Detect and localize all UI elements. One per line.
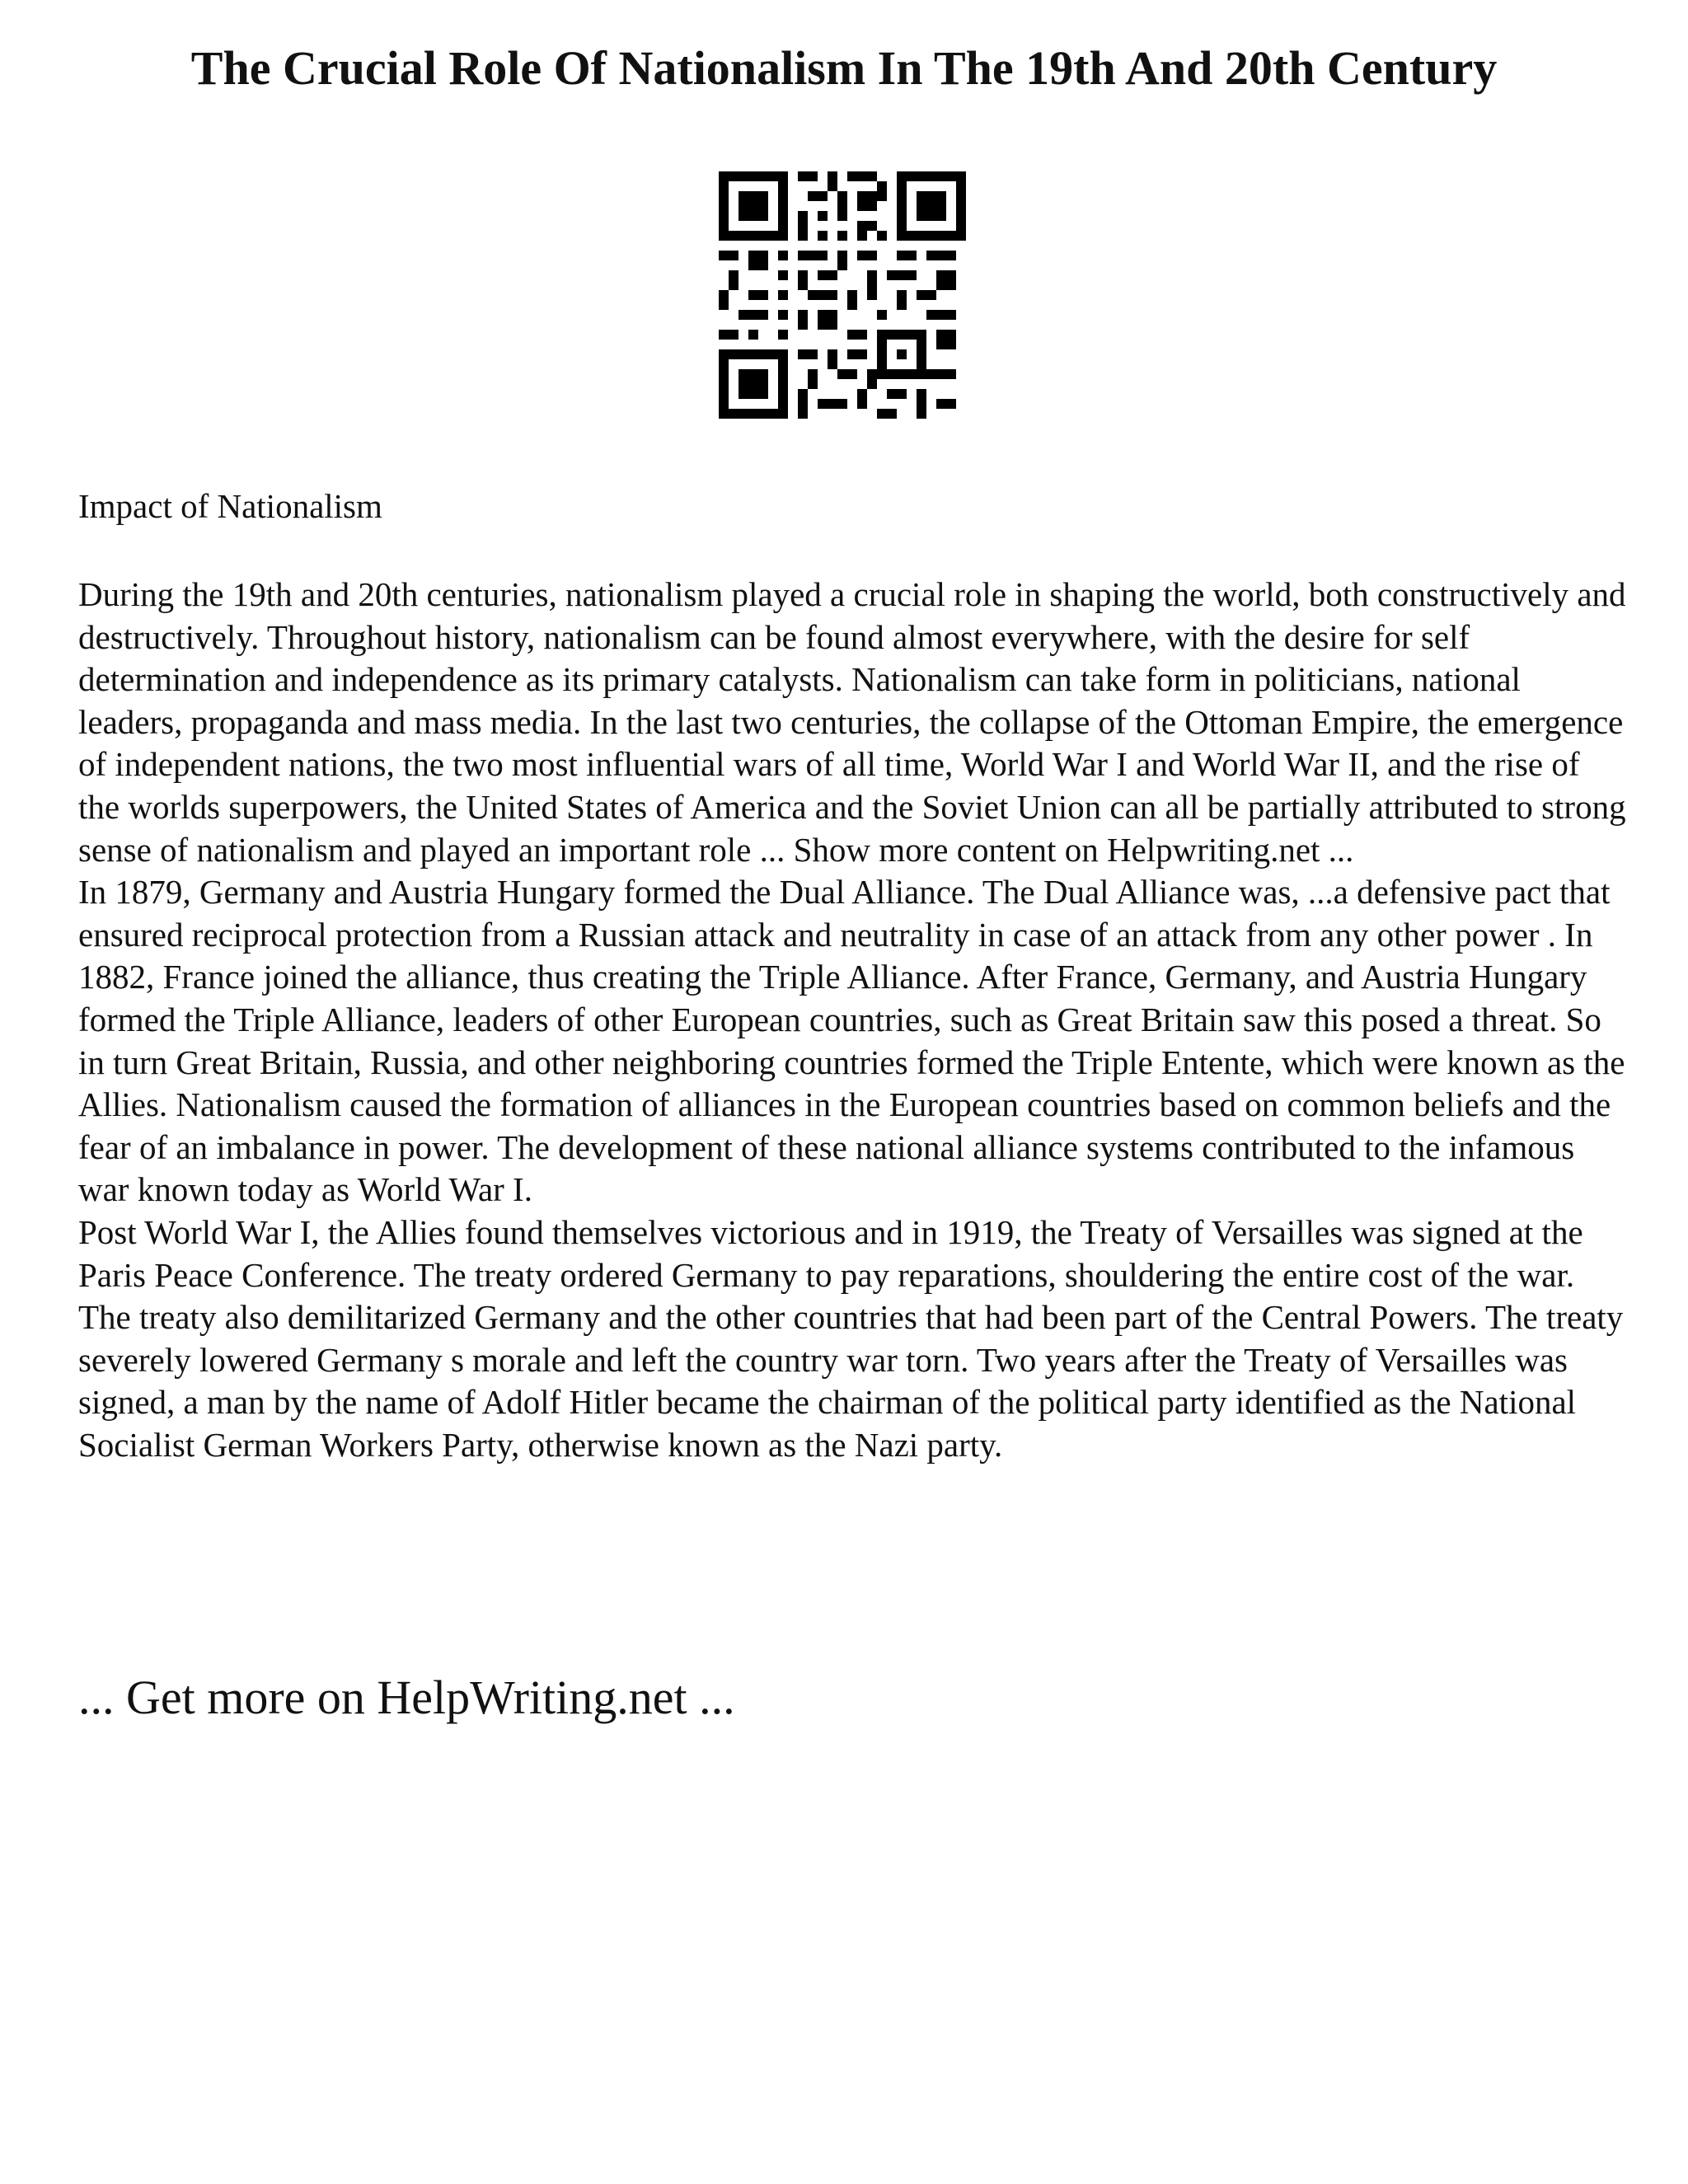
paragraph: During the 19th and 20th centuries, nationalism played a crucial role in shaping the world, both constructively and destructively. Throughout history, nationalism can be found almost everywhere, with the desire for self determination and independence as its primary catalysts. Nationalism can take form in politicians, national leaders, propaganda and mass media. In the last two centuries, the collapse of the Ottoman Empire, the emergence of independent nations, the two most influential wars of all time, World War I and World War II, and the rise of the worlds superpowers, the United States of America and the Soviet Union can all be partially attributed to strong sense of nationalism and played an important role ... Show more content on Helpwriting.net ... (78, 575, 1626, 869)
paragraph: In 1879, Germany and Austria Hungary formed the Dual Alliance. The Dual Alliance was, ...a defensive pact that ensured reciprocal protection from a Russian attack and neutrality in case of an attack from any other power . In 1882, France joined the alliance, thus creating the Triple Alliance. After France, Germany, and Austria Hungary formed the Triple Alliance, leaders of other European countries, such as Great Britain saw this posed a threat. So in turn Great Britain, Russia, and other neighboring countries formed the Triple Entente, which were known as the Allies. Nationalism caused the formation of alliances in the European countries based on common beliefs and the fear of an imbalance in power. The development of these national alliance systems contributed to the infamous war known today as World War I. (78, 873, 1625, 1209)
document-title: The Crucial Role Of Nationalism In The 19th And 20th Century (190, 41, 1498, 95)
paragraph: Post World War I, the Allies found themselves victorious and in 1919, the Treaty of Versailles was signed at the Paris Peace Conference. The treaty ordered Germany to pay reparations, shouldering the entire cost of the war. The treaty also demilitarized Germany and the other countries that had been part of the Central Powers. The treaty severely lowered Germany s morale and left the country war torn. Two years after the Treaty of Versailles was signed, a man by the name of Adolf Hitler became the chairman of the political party identified as the National Socialist German Workers Party, otherwise known as the Nazi party. (78, 1212, 1624, 1464)
article-body (78, 574, 1628, 1466)
qr-code-icon (719, 171, 966, 419)
get-more-link[interactable]: ... Get more on HelpWriting.net ... (78, 1671, 735, 1724)
section-heading: Impact of Nationalism (78, 487, 382, 525)
